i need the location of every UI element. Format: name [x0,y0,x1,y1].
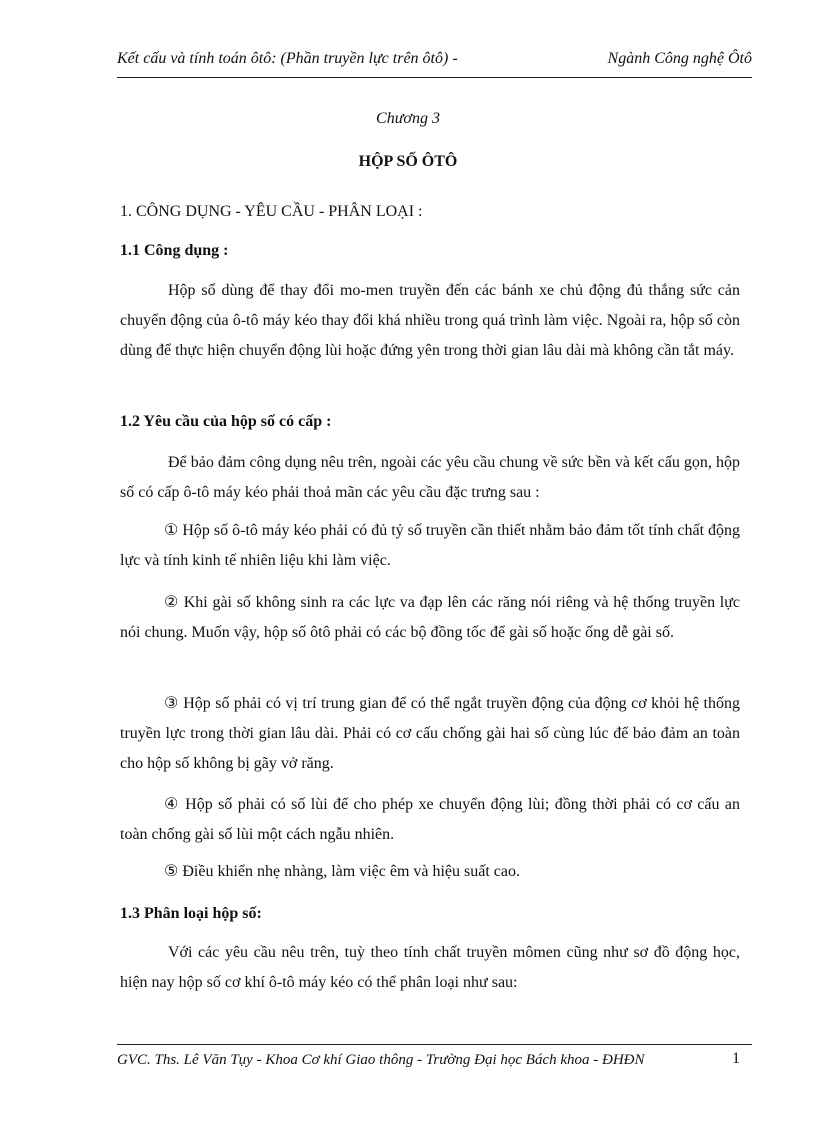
requirement-item-1: ① Hộp số ô-tô máy kéo phải có đủ tỷ số truyền cần thiết nhằm bảo đảm tốt tính chất động lực và tính kinh tế nhiên liệu khi làm việc. [120,522,741,569]
page-title: HỘP SỐ ÔTÔ [358,153,458,170]
page-number: 1 [732,1050,740,1067]
requirement-item-5: ⑤ Điều khiển nhẹ nhàng, làm việc êm và hiệu suất cao. [164,863,521,880]
subsection-heading-1-3: 1.3 Phân loại hộp số: [120,905,262,922]
header-department: Ngành Công nghệ Ôtô [607,50,752,67]
chapter-label: Chương 3 [376,110,440,127]
paragraph-classification: Với các yêu cầu nêu trên, tuỳ theo tính chất truyền mômen cũng như sơ đồ động học, hiện nay hộp số cơ khí ô-tô máy kéo có thể phân loại như sau: [120,944,740,991]
subsection-heading-1-1: 1.1 Công dụng : [120,242,229,259]
footer-author: GVC. Ths. Lê Văn Tụy - Khoa Cơ khí Giao thông - Trường Đại học Bách khoa - ĐHĐN [117,1052,645,1068]
footer-rule [117,1044,752,1045]
page-header [117,50,752,74]
header-course-title: Kết cấu và tính toán ôtô: (Phần truyền lực trên ôtô) - [117,50,458,67]
subsection-heading-1-2: 1.2 Yêu cầu của hộp số có cấp : [120,413,332,430]
paragraph-purpose: Hộp số dùng để thay đổi mo-men truyền đến các bánh xe chủ động đủ thắng sức cản chuyển động của ô-tô máy kéo thay đổi khá nhiều trong quá trình làm việc. Ngoài ra, hộp số còn dùng để thực hiện chuyển động lùi hoặc đứng yên trong thời gian lâu dài mà không cần tắt máy. [120,282,740,359]
requirement-item-4: ④ Hộp số phải có số lùi để cho phép xe chuyển động lùi; đồng thời phải có cơ cấu an toàn chống gài số lùi một cách ngẫu nhiên. [120,796,740,843]
paragraph-requirements-intro: Để bảo đảm công dụng nêu trên, ngoài các yêu cầu chung về sức bền và kết cấu gọn, hộp số có cấp ô-tô máy kéo phải thoả mãn các yêu cầu đặc trưng sau : [120,454,740,501]
requirement-item-2: ② Khi gài số không sinh ra các lực va đạp lên các răng nói riêng và hệ thống truyền lực nói chung. Muốn vậy, hộp số ôtô phải có các bộ đồng tốc để gài số hoặc ống dễ gài số. [120,594,740,641]
section-heading-1: 1. CÔNG DỤNG - YÊU CẦU - PHÂN LOẠI : [120,203,423,220]
requirement-item-3: ③ Hộp số phải có vị trí trung gian để có thể ngắt truyền động của động cơ khỏi hệ thống truyền lực trong thời gian lâu dài. Phải có cơ cấu chống gài hai số cùng lúc để bảo đảm an toàn cho hộp số không bị gãy vở răng. [120,695,740,772]
header-rule [117,77,752,78]
page-footer [117,1052,752,1076]
